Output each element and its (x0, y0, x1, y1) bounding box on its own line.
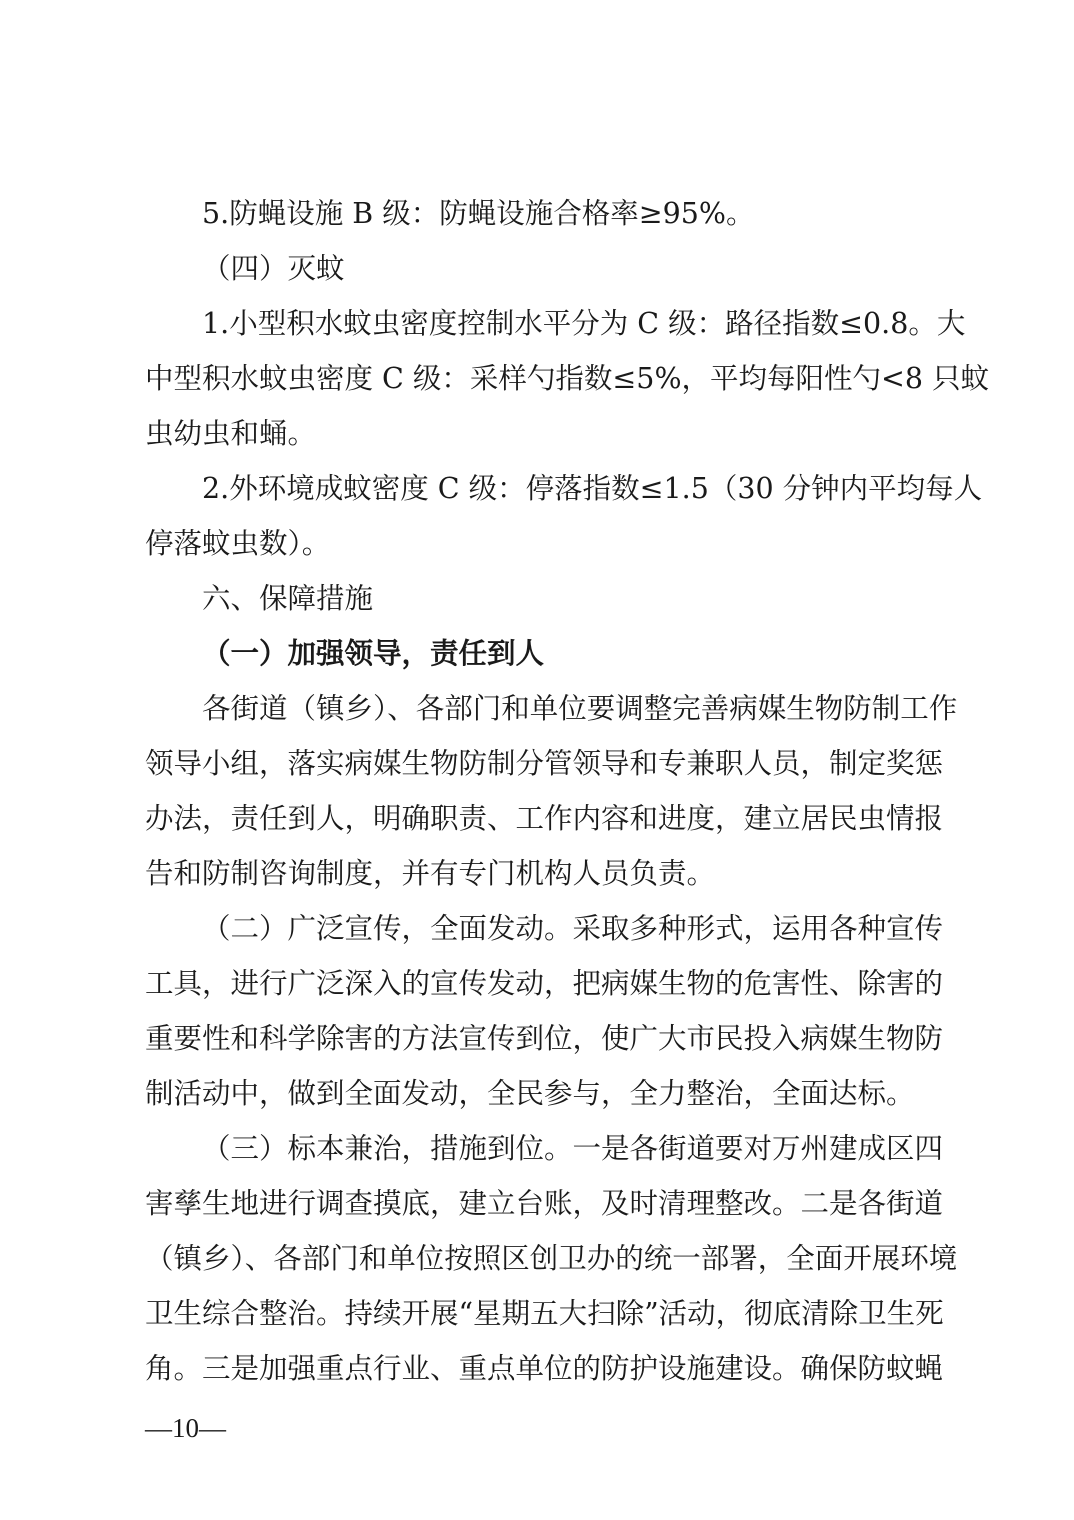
text-line: 5.防蝇设施 B 级：防蝇设施合格率≥95%。 (202, 197, 755, 230)
document-body (145, 186, 990, 1396)
text-line: 虫幼虫和蛹。 (145, 417, 317, 450)
text-line: 制活动中，做到全面发动，全民参与，全力整治，全面达标。 (145, 1077, 915, 1110)
text-line: 1.小型积水蚊虫密度控制水平分为 C 级：路径指数≤0.8。大 (202, 307, 966, 340)
text-line: 角。三是加强重点行业、重点单位的防护设施建设。确保防蚊蝇 (145, 1352, 944, 1385)
text-line: 卫生综合整治。持续开展“星期五大扫除”活动，彻底清除卫生死 (145, 1297, 944, 1330)
text-line: （一）加强领导，责任到人 (202, 636, 545, 670)
text-line: 告和防制咨询制度，并有专门机构人员负责。 (145, 857, 716, 890)
text-line: 办法，责任到人，明确职责、工作内容和进度，建立居民虫情报 (145, 802, 944, 835)
text-line: 害孳生地进行调查摸底，建立台账，及时清理整改。二是各街道 (145, 1187, 944, 1220)
text-line: 工具，进行广泛深入的宣传发动，把病媒生物的危害性、除害的 (145, 967, 944, 1000)
text-line: （三）标本兼治，措施到位。一是各街道要对万州建成区四 (202, 1132, 944, 1165)
text-line: 领导小组，落实病媒生物防制分管领导和专兼职人员，制定奖惩 (145, 747, 944, 780)
text-line: 停落蚊虫数）。 (145, 527, 331, 560)
text-line: 2.外环境成蚊密度 C 级：停落指数≤1.5（30 分钟内平均每人 (202, 472, 983, 505)
text-line: （四）灭蚊 (202, 252, 345, 285)
text-line: 重要性和科学除害的方法宣传到位，使广大市民投入病媒生物防 (145, 1022, 944, 1055)
paragraph-lines (145, 186, 990, 1396)
text-line: 六、保障措施 (202, 582, 374, 615)
text-line: （二）广泛宣传，全面发动。采取多种形式，运用各种宣传 (202, 912, 944, 945)
text-line: 中型积水蚊虫密度 C 级：采样勺指数≤5%，平均每阳性勺<8 只蚊 (145, 362, 990, 395)
text-line: （镇乡）、各部门和单位按照区创卫办的统一部署，全面开展环境 (145, 1242, 958, 1275)
page-number: —10— (145, 1413, 226, 1443)
text-line: 各街道（镇乡）、各部门和单位要调整完善病媒生物防制工作 (202, 692, 958, 725)
